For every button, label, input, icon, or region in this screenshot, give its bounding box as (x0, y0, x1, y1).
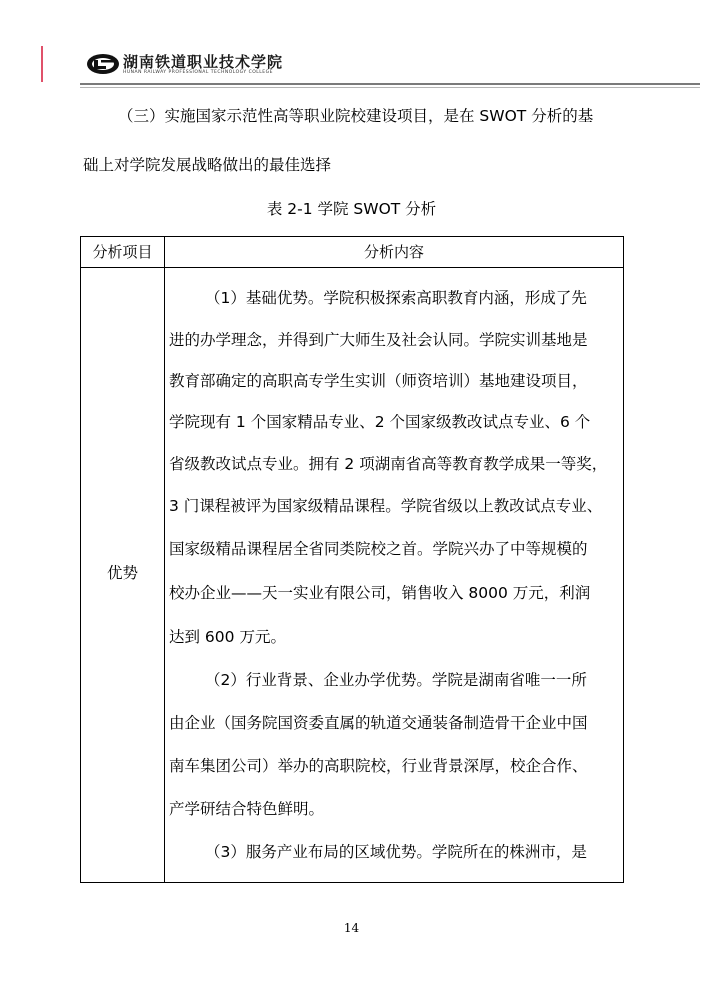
college-emblem-icon (86, 52, 120, 76)
content-line: 校办企业——天一实业有限公司，销售收入 8000 万元，利润 (169, 584, 591, 602)
college-english-name: HUNAN RAILWAY PROFESSIONAL TECHNOLOGY COLLEGE (123, 70, 273, 75)
content-line: 学院现有 1 个国家精品专业、2 个国家级教改试点专业、6 个 (169, 413, 591, 431)
table-caption: 表 2-1 学院 SWOT 分析 (266, 200, 437, 218)
row-label-strengths: 优势 (106, 564, 138, 582)
content-line: 进的办学理念，并得到广大师生及社会认同。学院实训基地是 (169, 331, 588, 349)
header-analysis-content: 分析内容 (363, 243, 424, 261)
content-line: 3 门课程被评为国家级精品课程。学院省级以上教改试点专业、 (169, 497, 603, 515)
content-line: 由企业（国务院国资委直属的轨道交通装备制造骨干企业中国 (169, 714, 588, 732)
header-analysis-item: 分析项目 (92, 243, 153, 261)
college-name: 湖南铁道职业技术学院 (123, 53, 284, 71)
swot-table (80, 236, 624, 883)
content-line: 省级教改试点专业。拥有 2 项湖南省高等教育教学成果一等奖， (169, 455, 608, 473)
column-divider (164, 237, 165, 882)
content-line: 教育部确定的高职高专学生实训（师资培训）基地建设项目， (169, 372, 588, 390)
intro-line-1: （三）实施国家示范性高等职业院校建设项目，是在 SWOT 分析的基 (118, 107, 594, 125)
content-line: 国家级精品课程居全省同类院校之首。学院兴办了中等规模的 (169, 540, 588, 558)
content-line: 产学研结合特色鲜明。 (169, 800, 325, 818)
header-rule (80, 83, 700, 85)
header-rule-thin (80, 87, 700, 88)
margin-mark (41, 46, 43, 82)
content-line: （3）服务产业布局的区域优势。学院所在的株洲市，是 (205, 843, 587, 861)
content-line: 达到 600 万元。 (169, 628, 286, 646)
content-line: （1）基础优势。学院积极探索高职教育内涵，形成了先 (205, 289, 587, 307)
header-divider (81, 267, 623, 268)
content-line: 南车集团公司）举办的高职院校，行业背景深厚，校企合作、 (169, 757, 588, 775)
college-logo (86, 50, 286, 80)
content-line: （2）行业背景、企业办学优势。学院是湖南省唯一一所 (205, 671, 587, 689)
page-number: 14 (343, 921, 360, 935)
intro-line-2: 础上对学院发展战略做出的最佳选择 (83, 156, 332, 174)
